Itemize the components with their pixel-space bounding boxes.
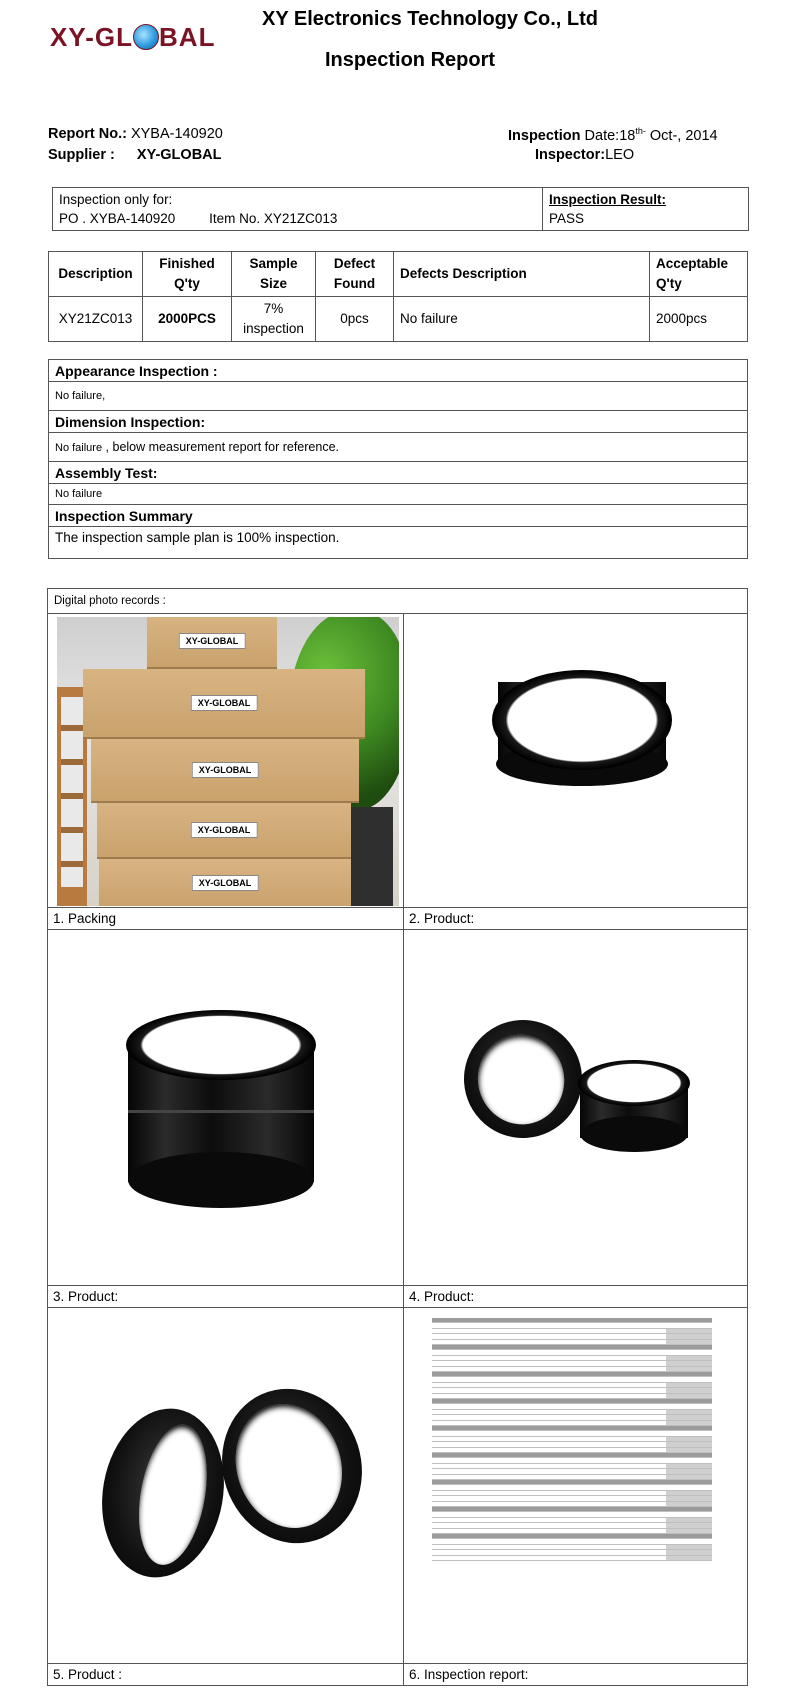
row-acceptable-qty: 2000pcs — [650, 297, 748, 342]
logo-text: XY-GL BAL — [50, 22, 216, 52]
pot-graphic — [351, 807, 393, 906]
ring-hole — [129, 1419, 217, 1570]
box-graphic — [99, 859, 351, 906]
summary-body: The inspection sample plan is 100% inspection. — [49, 527, 748, 559]
header-defect-2: Found — [333, 276, 376, 291]
header-defect-1: Defect — [333, 256, 376, 271]
summary-title: Inspection Summary — [49, 505, 748, 527]
ring-seam-graphic — [128, 1110, 314, 1113]
po-line — [59, 209, 536, 228]
photo-records-heading: Digital photo records : — [48, 589, 748, 614]
inspection-label: Inspection — [508, 127, 581, 144]
caption-6: 6. Inspection report: — [404, 1664, 748, 1686]
box-label: XY-GLOBAL — [191, 822, 258, 838]
photo-product-4 — [48, 1308, 404, 1664]
report-number-label: Report No.: — [48, 126, 127, 142]
header-sample-2: Size — [259, 276, 287, 291]
row-defect-found: 0pcs — [316, 297, 394, 342]
supplier-value: XY-GLOBAL — [136, 147, 222, 163]
date-suffix: th- — [635, 126, 646, 136]
header-sample-size — [232, 252, 316, 297]
header-finished-1: Finished — [159, 256, 215, 271]
inspector-label: Inspector: — [535, 147, 606, 163]
ring-right-graphic — [202, 1370, 381, 1561]
inspection-for-cell — [53, 188, 543, 231]
ring-top-graphic — [126, 1010, 316, 1080]
assembly-body: No failure — [49, 484, 748, 505]
header-defect-found — [316, 252, 394, 297]
box-graphic — [91, 739, 359, 803]
row-description: XY21ZC013 — [49, 297, 143, 342]
photo-product-3 — [404, 930, 748, 1286]
box-label: XY-GLOBAL — [192, 762, 259, 778]
packing-photo — [57, 617, 399, 906]
caption-4: 4. Product: — [404, 1286, 748, 1308]
date-day: 18 — [619, 127, 636, 144]
inspector-value: LEO — [605, 147, 635, 163]
inspection-result-label: Inspection Result: — [549, 192, 667, 207]
inspection-result-value: PASS — [549, 211, 585, 226]
header-description: Description — [49, 252, 143, 297]
row-sample-size — [232, 297, 316, 342]
photo-inspection-report — [404, 1308, 748, 1664]
photo-records — [47, 588, 748, 1686]
company-logo — [50, 20, 250, 54]
appearance-body: No failure, — [49, 382, 748, 411]
header-finished-2: Q'ty — [174, 276, 200, 291]
inspection-result-cell — [543, 188, 749, 231]
header-acceptable-qty — [650, 252, 748, 297]
supplier — [48, 147, 222, 163]
photo-packing — [48, 614, 404, 908]
inspection-for-label: Inspection only for: — [59, 192, 173, 207]
box-label: XY-GLOBAL — [192, 875, 259, 891]
box-graphic — [147, 617, 277, 669]
row-defects-description: No failure — [394, 297, 650, 342]
caption-1: 1. Packing — [48, 908, 404, 930]
photo-product-1 — [404, 614, 748, 908]
caption-2: 2. Product: — [404, 908, 748, 930]
table-row — [49, 297, 748, 342]
caption-5: 5. Product : — [48, 1664, 404, 1686]
header-defects-description: Defects Description — [394, 252, 650, 297]
dimension-body — [49, 433, 748, 462]
header-acceptable-1: Acceptable — [656, 256, 729, 271]
row-finished-qty: 2000PCS — [143, 297, 232, 342]
ring-large-graphic — [451, 1007, 596, 1152]
date-rest: Oct-, 2014 — [645, 127, 718, 144]
inspection-sections — [48, 359, 748, 559]
dimension-body-a: No failure — [55, 442, 103, 454]
inspection-report-thumbnail — [432, 1318, 712, 1561]
inspector — [535, 147, 634, 163]
caption-3: 3. Product: — [48, 1286, 404, 1308]
report-title: Inspection Report — [325, 49, 496, 71]
ring-hole — [468, 1025, 574, 1134]
assembly-title: Assembly Test: — [49, 462, 748, 484]
box-graphic — [83, 669, 365, 739]
summary-header-row — [49, 252, 748, 297]
box-label: XY-GLOBAL — [179, 633, 246, 649]
box-label: XY-GLOBAL — [191, 695, 258, 711]
header-finished-qty — [143, 252, 232, 297]
header-acceptable-2: Q'ty — [656, 276, 682, 291]
globe-icon — [133, 24, 159, 50]
ring-top-graphic — [578, 1060, 690, 1106]
date-label: Date: — [584, 127, 620, 144]
ring-left-graphic — [89, 1399, 237, 1587]
company-name: XY Electronics Technology Co., Ltd — [262, 8, 598, 30]
ring-bottom-graphic — [580, 1116, 688, 1152]
header-sample-1: Sample — [249, 256, 298, 271]
inspection-for-table — [52, 187, 749, 231]
po-number: PO . XYBA-140920 — [59, 211, 176, 226]
photo-product-2 — [48, 930, 404, 1286]
report-number-value: XYBA-140920 — [130, 126, 223, 142]
dimension-body-b: , below measurement report for reference. — [102, 440, 339, 454]
supplier-label: Supplier : — [48, 147, 115, 163]
report-number — [48, 126, 223, 142]
dimension-title: Dimension Inspection: — [49, 411, 748, 433]
ring-bottom-graphic — [128, 1152, 314, 1208]
box-graphic — [97, 803, 351, 859]
inspection-date — [508, 126, 718, 144]
appearance-title: Appearance Inspection : — [49, 360, 748, 382]
row-sample-1: 7% — [263, 301, 284, 316]
item-number: Item No. XY21ZC013 — [209, 211, 338, 226]
row-sample-2: inspection — [243, 321, 304, 336]
ring-top-graphic — [492, 670, 672, 770]
ring-hole — [220, 1390, 358, 1542]
summary-table — [48, 251, 748, 342]
report-row — [432, 1556, 712, 1562]
